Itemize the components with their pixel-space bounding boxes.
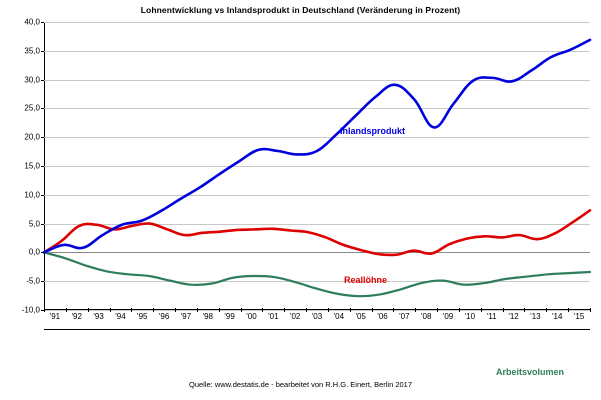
x-tickmark	[328, 308, 329, 312]
x-tickmark	[437, 308, 438, 312]
x-tick-label: '05	[355, 312, 366, 321]
series-label-arbeitsvolumen: Arbeitsvolumen	[496, 367, 565, 377]
y-tick-label: -10,0	[21, 305, 40, 315]
y-tick-label: 10,0	[24, 190, 40, 200]
x-tickmark	[393, 308, 394, 312]
x-tickmark	[524, 308, 525, 312]
series-paths	[44, 22, 590, 310]
y-tick-label: 5,0	[28, 219, 40, 229]
x-tick-label: '06	[377, 312, 388, 321]
x-axis-line	[44, 329, 590, 330]
x-tickmark	[197, 308, 198, 312]
line-realloehne	[44, 210, 590, 255]
x-tick-label: '14	[552, 312, 563, 321]
x-tick-label: '94	[115, 312, 126, 321]
gridline	[44, 310, 590, 311]
x-tick-label: '10	[464, 312, 476, 321]
x-tick-label: '00	[246, 312, 257, 321]
y-tick-label: 35,0	[24, 46, 40, 56]
y-tick-label: -5,0	[26, 276, 40, 286]
y-tick-label: 40,0	[24, 17, 40, 27]
chart-title: Lohnentwicklung vs Inlandsprodukt in Deutschland (Veränderung in Prozent)	[140, 5, 461, 15]
x-tick-label: '93	[93, 312, 104, 321]
x-tickmark	[481, 308, 482, 312]
x-tickmark	[262, 308, 263, 312]
x-tickmark	[241, 308, 242, 312]
x-tickmark	[306, 308, 307, 312]
x-tick-label: '08	[420, 312, 432, 321]
x-tick-label: '95	[137, 312, 148, 321]
x-tickmark	[590, 308, 591, 312]
y-axis-labels	[0, 17, 40, 315]
series-label-realloehne: Reallöhne	[344, 275, 388, 285]
x-tickmark	[415, 308, 416, 312]
x-tick-label: '98	[202, 312, 214, 321]
x-tick-label: '01	[268, 312, 279, 321]
x-tickmark	[153, 308, 154, 312]
x-axis-labels	[44, 312, 590, 328]
x-tickmark	[44, 308, 45, 312]
y-tick-label: 25,0	[24, 103, 40, 113]
y-tick-label: 20,0	[24, 132, 40, 142]
x-tick-label: '99	[224, 312, 235, 321]
x-tick-label: '02	[289, 312, 301, 321]
line-arbeitsvolumen	[44, 252, 590, 296]
source-note: Quelle: www.destatis.de - bearbeitet von R.H.G. Einert, Berlin 2017	[188, 380, 413, 389]
x-tick-label: '13	[530, 312, 541, 321]
x-tick-label: '09	[442, 312, 454, 321]
x-tick-label: '92	[71, 312, 82, 321]
y-tick-label: 0,0	[28, 247, 40, 257]
y-tick-label: 30,0	[24, 75, 40, 85]
x-tick-label: '11	[486, 312, 497, 321]
x-tick-label: '04	[333, 312, 345, 321]
x-tickmark	[503, 308, 504, 312]
x-tickmark	[175, 308, 176, 312]
x-tick-label: '15	[573, 312, 585, 321]
x-tickmark	[88, 308, 89, 312]
x-tickmark	[459, 308, 460, 312]
x-tick-label: '91	[49, 312, 61, 321]
y-tick-label: 15,0	[24, 161, 40, 171]
x-tickmark	[284, 308, 285, 312]
x-tickmark	[131, 308, 132, 312]
x-tick-label: '03	[311, 312, 323, 321]
x-tick-label: '96	[158, 312, 170, 321]
x-tickmark	[350, 308, 351, 312]
x-tickmark	[372, 308, 373, 312]
x-tick-label: '97	[180, 312, 192, 321]
line-inlandsprodukt	[44, 40, 590, 253]
x-tickmark	[546, 308, 547, 312]
x-tickmark	[568, 308, 569, 312]
x-tickmark	[66, 308, 67, 312]
x-tickmark	[110, 308, 111, 312]
series-label-inlandsprodukt: Inlandsprodukt	[340, 126, 405, 136]
x-tickmark	[219, 308, 220, 312]
x-tick-label: '12	[508, 312, 519, 321]
x-tick-label: '07	[399, 312, 410, 321]
